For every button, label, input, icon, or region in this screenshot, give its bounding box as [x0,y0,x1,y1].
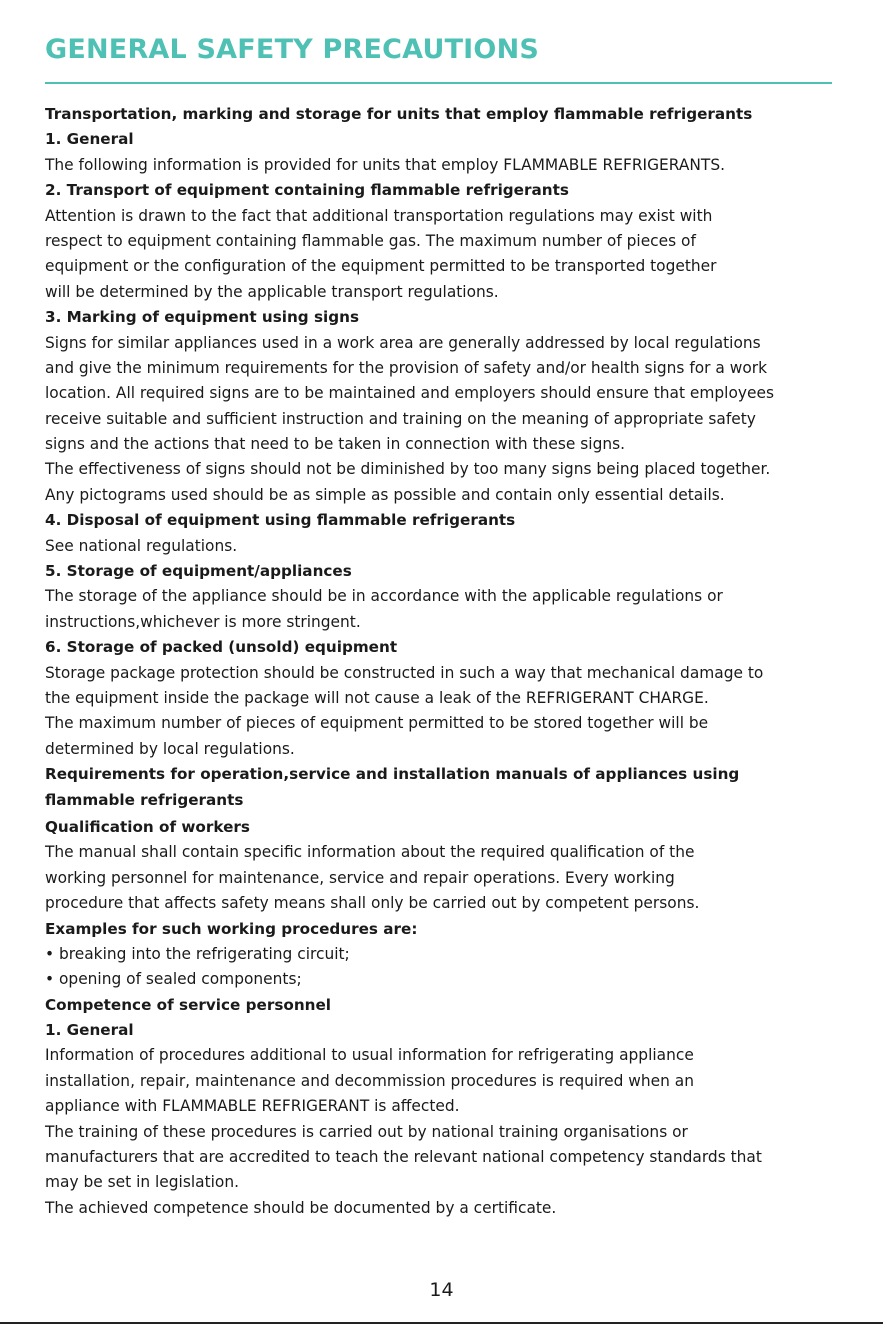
section-heading: Examples for such working procedures are: [45,919,418,938]
body-text-line: • breaking into the refrigerating circuit; [45,944,350,963]
page-number: 14 [429,1279,454,1301]
body-text-line: The following information is provided for units that employ FLAMMABLE REFRIGERANTS. [45,155,726,174]
section-heading: flammable refrigerants [45,790,244,809]
body-text-line: instructions,whichever is more stringent. [45,612,361,631]
section-heading: Transportation, marking and storage for units that employ flammable refrigerants [45,105,753,123]
body-text-line: The maximum number of pieces of equipment permitted to be stored together will be [45,714,709,733]
body-text-line: may be set in legislation. [45,1173,239,1192]
body-text-line: the equipment inside the package will not cause a leak of the REFRIGERANT CHARGE. [45,688,709,707]
section-heading: Qualification of workers [45,817,250,836]
body-text-line: appliance with FLAMMABLE REFRIGERANT is affected. [45,1097,460,1116]
body-text-line: Signs for similar appliances used in a work area are generally addressed by local regulations [45,333,761,352]
body-text-line: equipment or the configuration of the equipment permitted to be transported together [45,257,717,276]
section-heading: 3. Marking of equipment using signs [45,308,360,327]
title-divider [45,82,832,84]
body-text-line: • opening of sealed components; [45,970,302,989]
page-title: GENERAL SAFETY PRECAUTIONS [45,34,540,65]
body-text-line: The storage of the appliance should be in accordance with the applicable regulations or [45,587,723,606]
document-body [45,102,845,1221]
body-text-line: The achieved competence should be documented by a certificate. [45,1198,557,1217]
body-text-line: Any pictograms used should be as simple as possible and contain only essential details. [45,485,725,504]
body-text-line: receive suitable and sufficient instruction and training on the meaning of appropriate safety [45,409,756,428]
section-heading: 2. Transport of equipment containing flammable refrigerants [45,181,569,200]
body-text-line: See national regulations. [45,536,238,555]
body-text-line: The training of these procedures is carried out by national training organisations or [45,1122,688,1141]
section-heading: Competence of service personnel [45,995,332,1014]
body-text-line: Attention is drawn to the fact that additional transportation regulations may exist with [45,206,713,225]
section-heading: 1. General [45,130,134,149]
body-text-line: location. All required signs are to be maintained and employers should ensure that employees [45,384,774,403]
section-heading: 5. Storage of equipment/appliances [45,562,352,581]
body-text-line: and give the minimum requirements for the provision of safety and/or health signs for a work [45,358,768,377]
body-text-line: manufacturers that are accredited to teach the relevant national competency standards that [45,1148,762,1167]
body-text-line: The effectiveness of signs should not be diminished by too many signs being placed together. [45,460,771,479]
section-heading: 1. General [45,1021,134,1040]
body-text-line: will be determined by the applicable transport regulations. [45,282,499,301]
body-text-line: respect to equipment containing flammable gas. The maximum number of pieces of [45,231,696,250]
body-text-line: Information of procedures additional to usual information for refrigerating appliance [45,1046,694,1065]
body-text-line: Storage package protection should be constructed in such a way that mechanical damage to [45,663,764,682]
body-text-line: signs and the actions that need to be taken in connection with these signs. [45,435,626,454]
section-heading: Requirements for operation,service and installation manuals of appliances using [45,765,740,784]
body-text-line: The manual shall contain specific information about the required qualification of the [45,843,695,862]
body-text-line: determined by local regulations. [45,739,295,758]
body-text-line: procedure that affects safety means shall only be carried out by competent persons. [45,894,700,913]
section-heading: 6. Storage of packed (unsold) equipment [45,638,398,657]
body-text-line: installation, repair, maintenance and decommission procedures is required when an [45,1071,695,1090]
body-text-line: working personnel for maintenance, service and repair operations. Every working [45,868,675,887]
section-heading: 4. Disposal of equipment using flammable refrigerants [45,511,516,530]
